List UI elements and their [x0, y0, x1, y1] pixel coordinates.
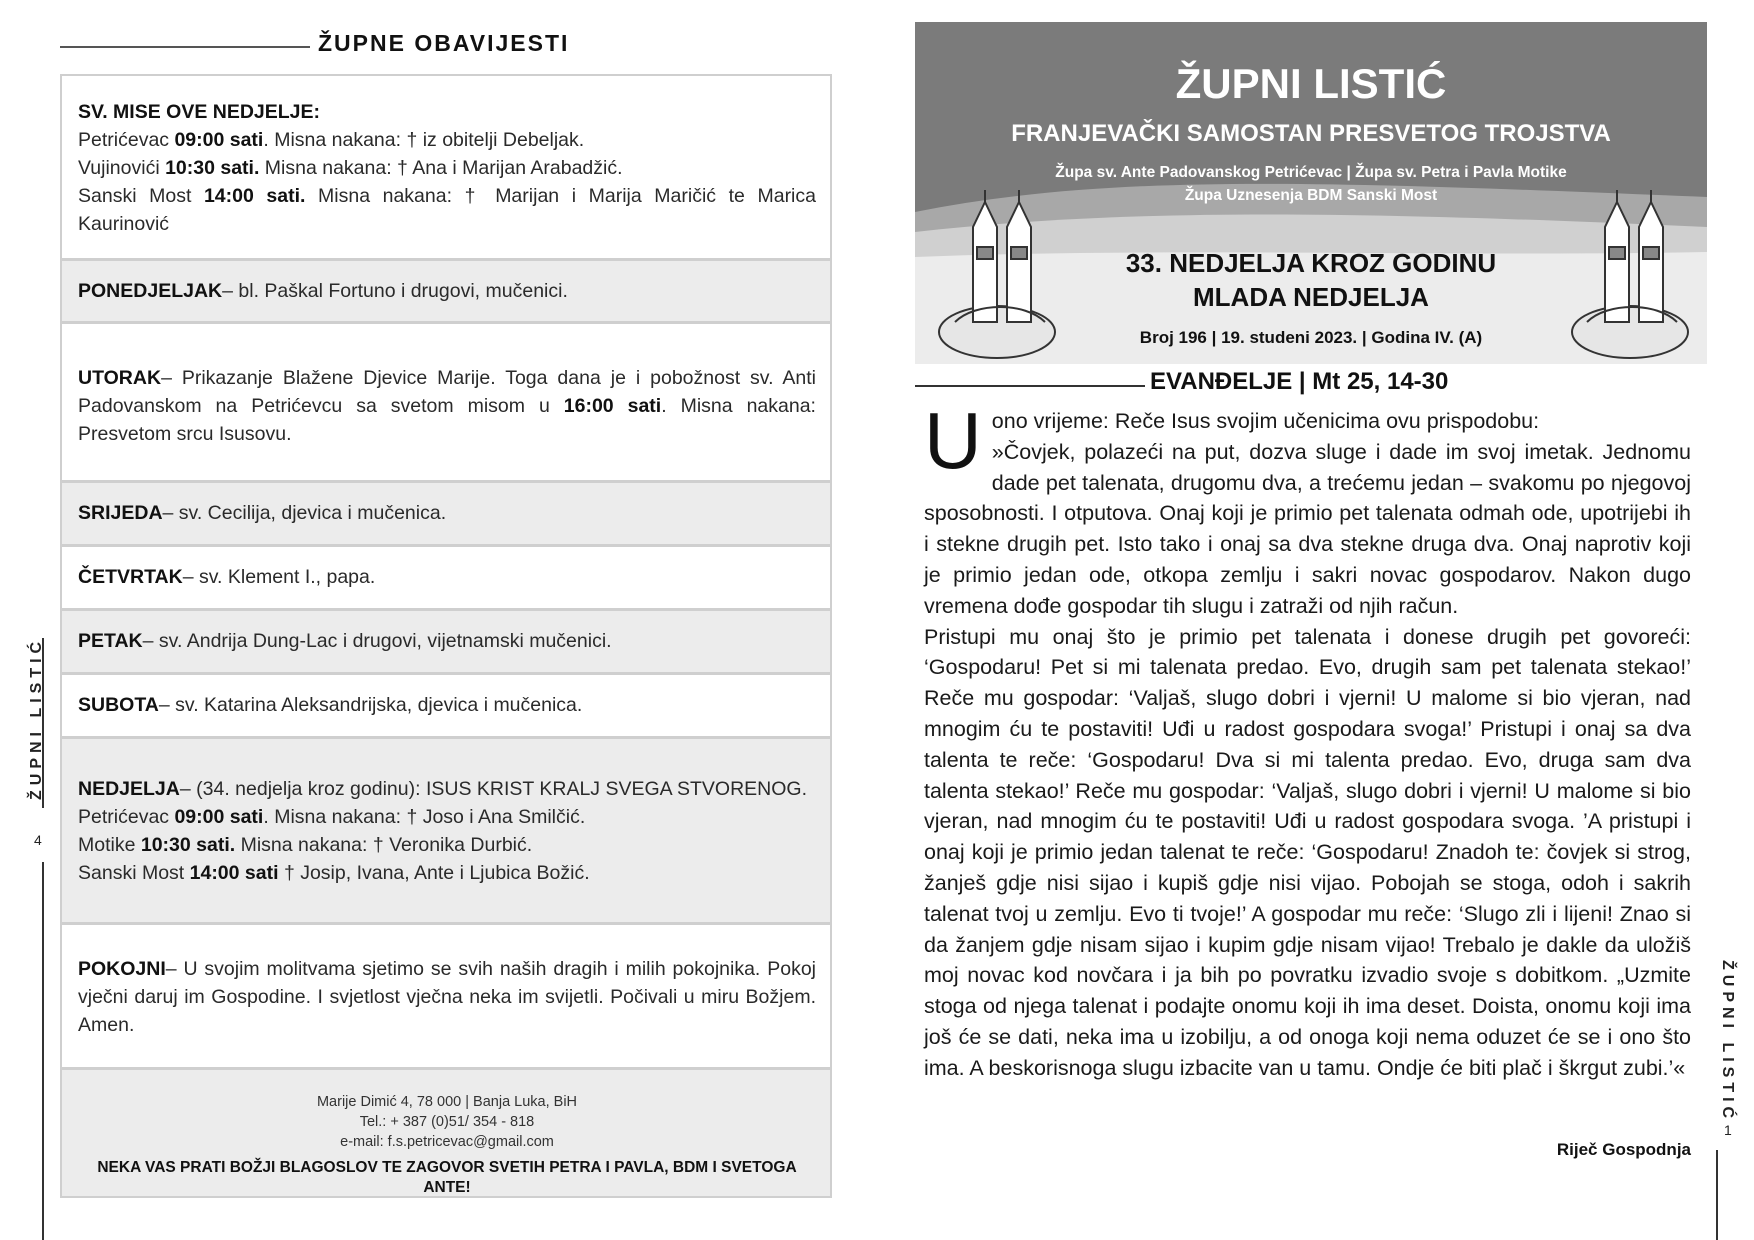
mass-line: Sanski Most 14:00 sati † Josip, Ivana, Ante i Ljubica Božić.	[78, 862, 590, 884]
saturday-section: SUBOTA– sv. Katarina Aleksandrijska, djevica i mučenica.	[78, 694, 583, 716]
gospel-paragraph: Pristupi mu onaj što je primio pet talenata i donese drugih pet govoreći: ‘Gospodaru! Pet si mi talenata predao. Evo, drugih sam pet talenata stekao!’ Reče mu gospodar: ‘Valjaš, slugo dobri i vjerni! U malome si bio vjeran, nad mnogim ću te postaviti! Uđi u radost gospodara svoga!’ Pristupi i onaj sa dva talenta te reče: ‘Gospodaru! Dva si mi talenta predao. Evo, druga sam dva talenta stekao!’ Reče mu gospodar: ‘Valjaš, slugo dobri i vjerni! U malome si bio vjeran, nad mnogim ću te postaviti! Uđi u radost gospodara svoga. ’A pristupi i onaj koji je primio jedan talenat te reče: ‘Gospodaru! Znadoh te: čovjek si strog, žanješ gdje nisi sijao i kupiš gdje nisi vijao. Pobojah se stoga, odoh i sakrih talenat tvoj u zemlju. Evo ti tvoje!’ A gospodar mu reče: ‘Slugo zli i lijeni! Znao si da žanjem gdje nisam sijao i kupim gdje nisam vijao! Trebalo je dakle da uložiš moj novac kod novčara i ja bih po povratku izvadio svoje s dobitkom. „Uzmite stoga od njega talenat i podajte onomu koji ih ima deset. Doista, onomu koji ima još će se dati, neka ima u izobilju, a od onoga koji nema oduzet će se i ono što ima. A beskorisnoga slugu izbacite van u tamu. Ondje će biti plač i škrgut zubi.’«	[924, 624, 1691, 1080]
side-label: ŽUPNI LISTIĆ	[28, 636, 45, 800]
monday-section: PONEDJELJAK– bl. Paškal Fortuno i drugovi, mučenici.	[62, 261, 830, 321]
drop-cap: U	[924, 396, 982, 485]
publication-subtitle: FRANJEVAČKI SAMOSTAN PRESVETOG TROJSTVA	[1011, 120, 1611, 147]
address: Marije Dimić 4, 78 000 | Banja Luka, BiH	[316, 1094, 578, 1110]
heading-rule	[60, 46, 310, 48]
page-heading: ŽUPNE OBAVIJESTI	[318, 30, 570, 56]
parishes-line: Župa Uznesenja BDM Sanski Most	[1184, 187, 1438, 204]
side-label: ŽUPNI LISTIĆ	[1719, 960, 1736, 1124]
liturgical-sunday: 33. NEDJELJA KROZ GODINU	[1125, 248, 1497, 278]
parishes-line: Župa sv. Ante Padovanskog Petrićevac | Župa sv. Petra i Pavla Motike	[1055, 164, 1567, 181]
wednesday-section: SRIJEDA– sv. Cecilija, djevica i mučenica.	[62, 483, 830, 544]
closing-formula: Riječ Gospodnja	[1556, 1140, 1691, 1159]
publication-title: ŽUPNI LISTIĆ	[1175, 60, 1447, 107]
mass-schedule-section	[62, 98, 830, 258]
margin-rule	[42, 862, 44, 1240]
margin-rule	[1716, 1150, 1718, 1240]
mass-heading: SV. MISE OVE NEDJELJE:	[78, 101, 321, 123]
page-number: 4	[34, 832, 42, 848]
mass-line: Petrićevac 09:00 sati. Misna nakana: † iz obitelji Debeljak.	[78, 129, 585, 151]
email: e-mail: f.s.petricevac@gmail.com	[340, 1134, 554, 1150]
blessing: NEKA VAS PRATI BOŽJI BLAGOSLOV TE ZAGOVOR SVETIH PETRA I PAVLA, BDM I SVETOGA ANTE!	[97, 1159, 797, 1196]
page-number: 1	[1724, 1122, 1732, 1138]
contact-footer	[62, 1070, 830, 1196]
heading-rule	[915, 385, 1145, 387]
gospel-title: EVANĐELJE | Mt 25, 14-30	[1150, 368, 1449, 395]
mass-line: Petrićevac 09:00 sati. Misna nakana: † Joso i Ana Smilčić.	[78, 806, 586, 828]
issue-info: Broj 196 | 19. studeni 2023. | Godina IV. (A)	[1139, 328, 1483, 347]
liturgical-sunday-subtitle: MLADA NEDJELJA	[1193, 282, 1429, 312]
friday-section: PETAK– sv. Andrija Dung-Lac i drugovi, vijetnamski mučenici.	[62, 611, 830, 672]
thursday-section: ČETVRTAK– sv. Klement I., papa.	[78, 566, 376, 588]
gospel-paragraph: ono vrijeme: Reče Isus svojim učenicima ovu prispodobu: »Čovjek, polazeći na put, dozva sluge i dade im svoj imetak. Jednomu dade pet talenata, drugomu dva, a trećemu jedan – svakomu po njegovoj sposobnosti. I otputova. Onaj koji je primio pet talenata odmah ode, upotrijebi ih i stekne drugih pet. Isto tako i onaj sa dva stekne druga dva. Onaj naprotiv koji je primio jedan ode, otkopa zemlju i sakri novac gospodarov. Nakon dugo vremena dođe gospodar tih slugu i zatraži od njih račun.	[924, 409, 1691, 618]
mass-line: Vujinovići 10:30 sati. Misna nakana: † Ana i Marijan Arabadžić.	[78, 157, 623, 179]
announcements-box	[60, 74, 832, 1198]
masthead-banner	[915, 22, 1707, 364]
mass-line: Sanski Most 14:00 sati. Misna nakana: † Marijan i Marija Maričić te Marica Kaurinović	[78, 185, 816, 235]
deceased-section: POKOJNI– U svojim molitvama sjetimo se svih naših dragih i milih pokojnika. Pokoj vječni daruj im Gospodine. I svjetlost vječna neka im svijetli. Počivali u miru Božjem. Amen.	[78, 958, 816, 1036]
gospel-text	[924, 396, 1691, 1084]
phone: Tel.: + 387 (0)51/ 354 - 818	[359, 1114, 535, 1130]
tuesday-section: UTORAK– Prikazanje Blažene Djevice Marije. Toga dana je i pobožnost sv. Anti Padovanskom na Petrićevcu sa svetom misom u 16:00 sati. Misna nakana: Presvetom srcu Isusovu.	[78, 367, 816, 445]
mass-line: Motike 10:30 sati. Misna nakana: † Veronika Durbić.	[78, 834, 533, 856]
sunday-section: NEDJELJA– (34. nedjelja kroz godinu): ISUS KRIST KRALJ SVEGA STVORENOG. Petrićevac 09:00 sati. Misna nakana: † Joso i Ana Smilčić. Motike 10:30 sati. Misna nakana: † Veronika Durbić. Sanski Most 14:00 sati † Josip, Ivana, Ante i Ljubica Božić.	[62, 739, 830, 922]
